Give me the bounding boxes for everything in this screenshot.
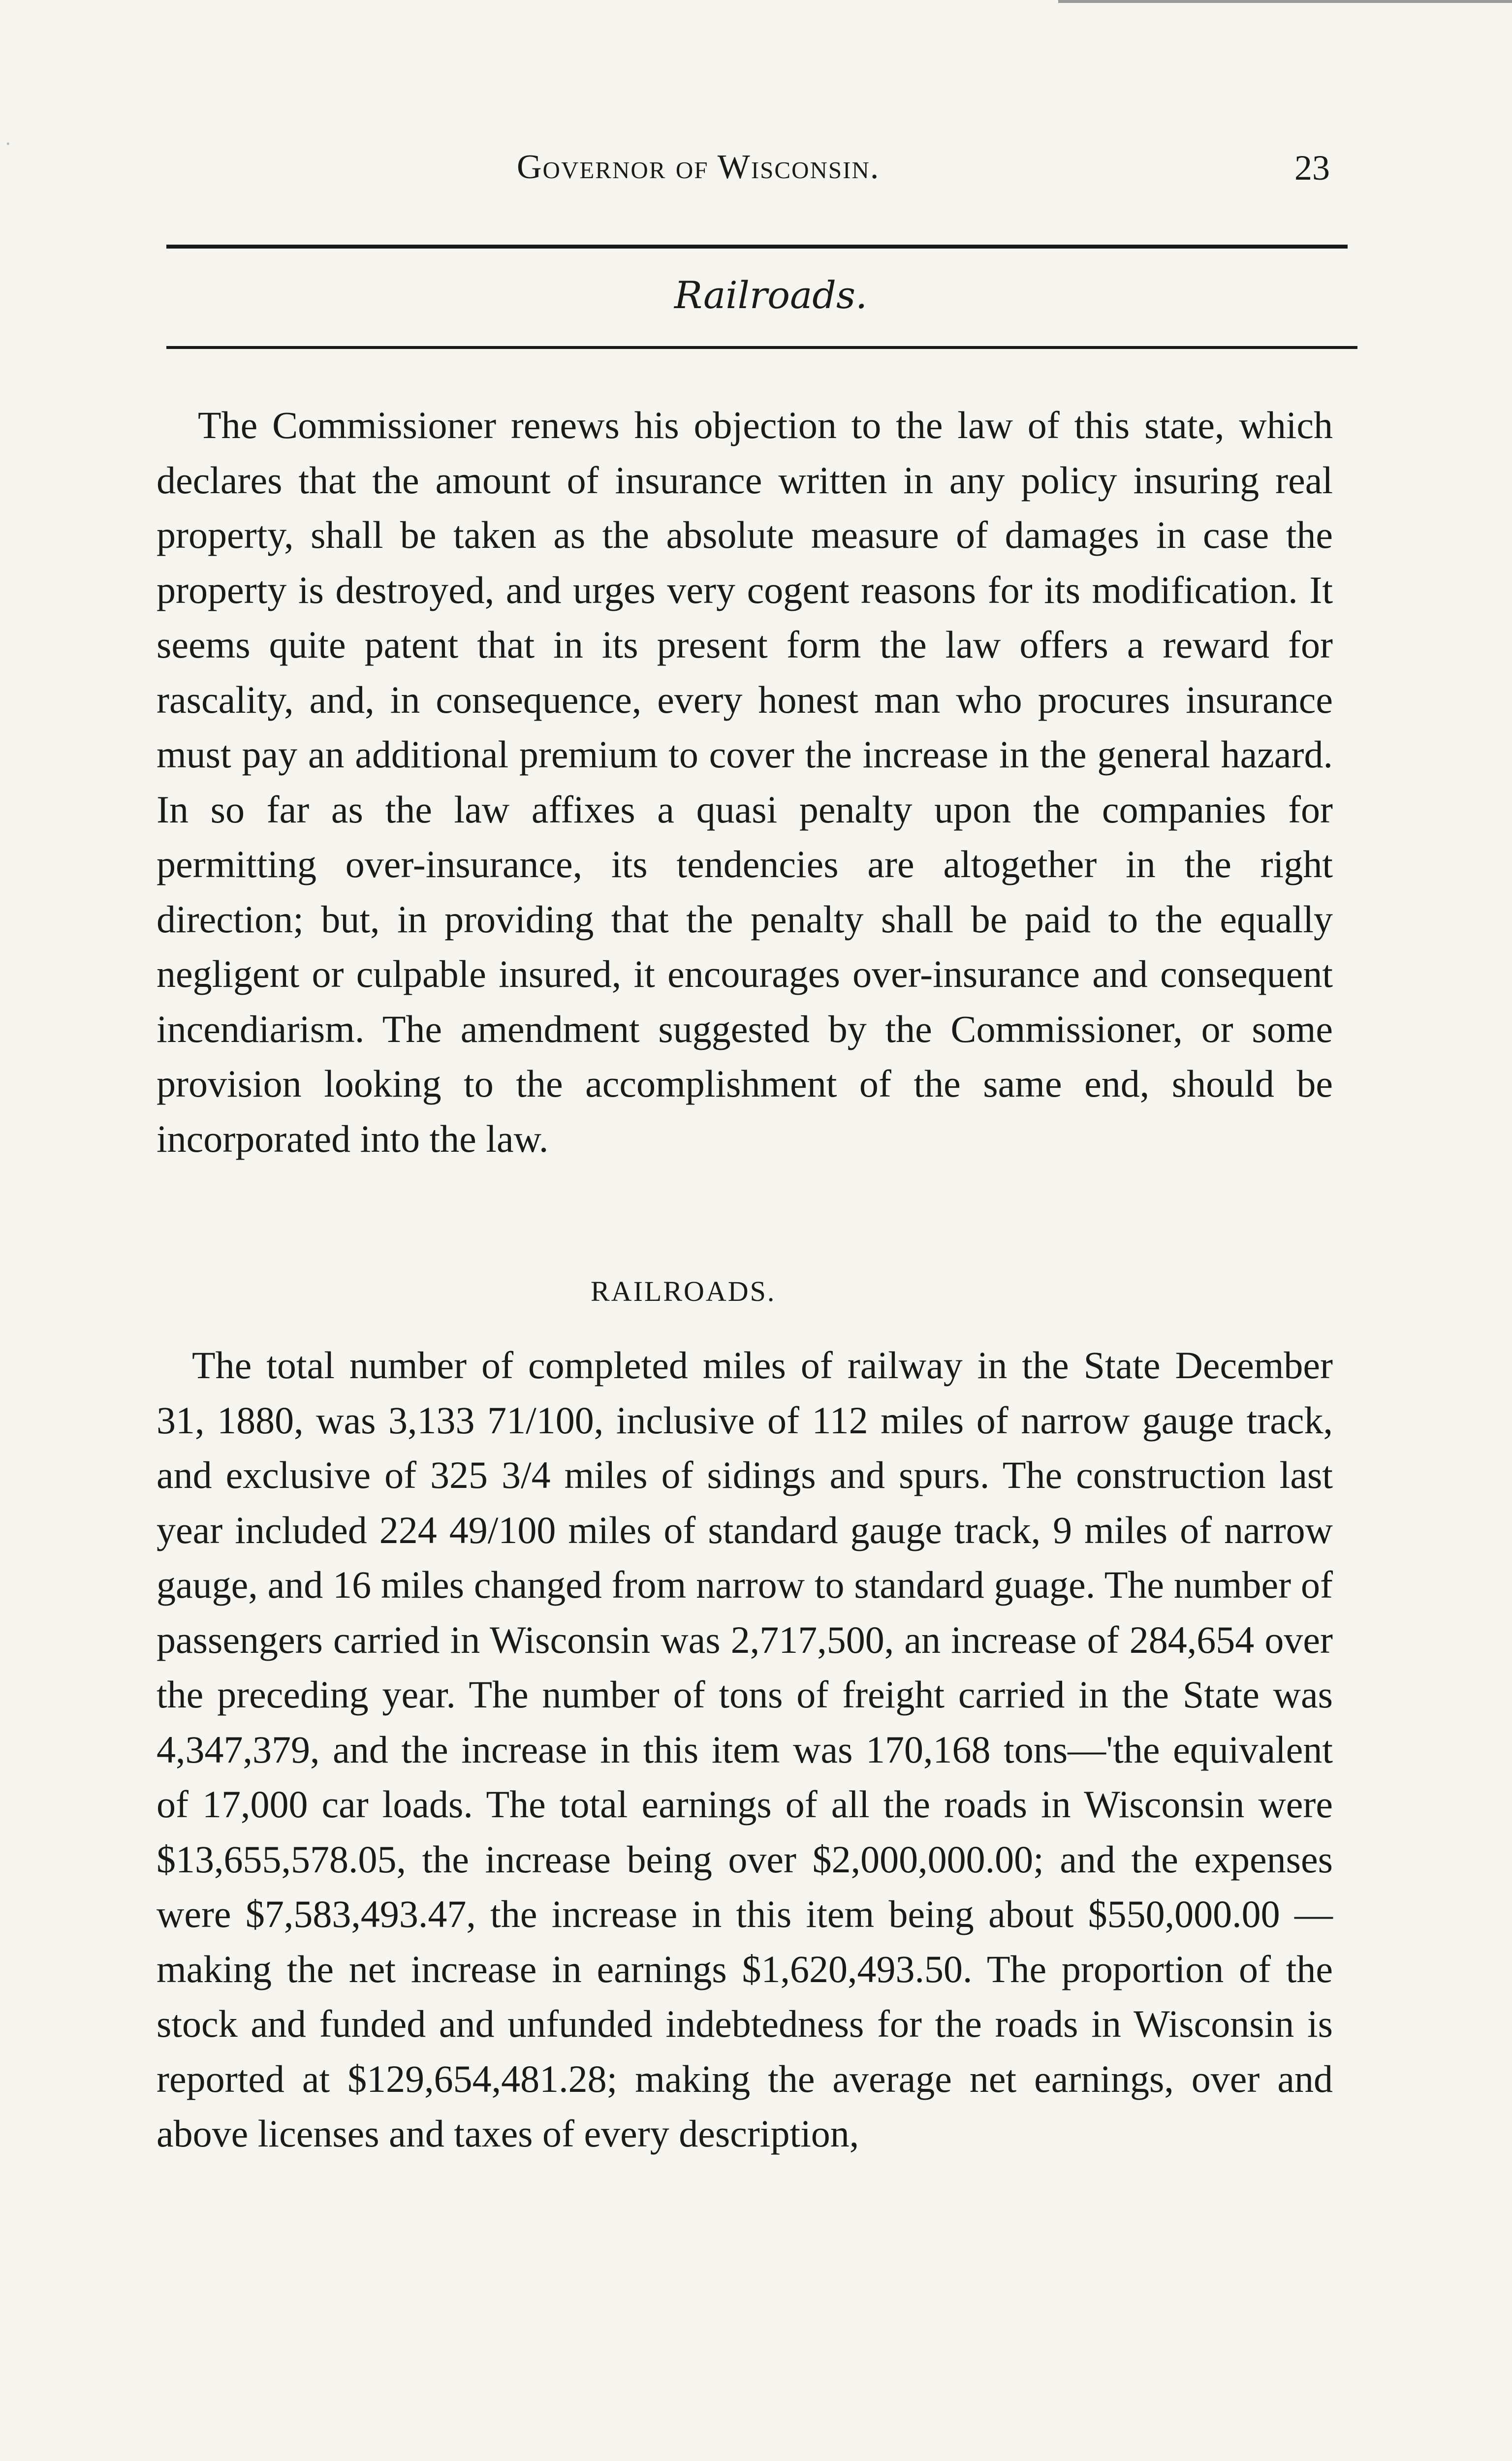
- subheading-railroads: RAILROADS.: [591, 1275, 776, 1307]
- paragraph-insurance: The Commissioner renews his objection to the law of this state, which declares that the amount of insurance written in any policy insuring real property, shall be taken as the absolute measure of damages in case the property is destroyed, and urges very cogent reasons for its modification. It seems quite patent that in its present form the law offers a reward for rascality, and, in consequence, every honest man who procures insurance must pay an additional premium to cover the increase in the general hazard. In so far as the law affixes a quasi penalty upon the companies for permitting over-insurance, its tendencies are altogether in the right direction; but, in providing that the penalty shall be paid to the equally negligent or culpable insured, it encourages over-insurance and consequent incendiarism. The amendment suggested by the Commissioner, or some provision looking to the accomplishment of the same end, should be incorporated into the law.: [157, 404, 1333, 1160]
- scan-edge-line: [1058, 0, 1512, 3]
- header-rule-bottom: [166, 346, 1357, 349]
- margin-mark: ·: [5, 133, 11, 156]
- running-head: Governor of Wisconsin.: [517, 148, 880, 186]
- page-number: 23: [1294, 148, 1330, 188]
- header-rule-top: [166, 245, 1348, 249]
- section-title: Railroads.: [674, 273, 868, 317]
- paragraph-railroads: The total number of completed miles of railway in the State December 31, 1880, was 3,133 71/100, inclusive of 112 miles of narrow gauge track, and exclusive of 325 3/4 miles of sidings and spurs. The construction last year included 224 49/100 miles of standard gauge track, 9 miles of narrow gauge, and 16 miles changed from narrow to standard guage. The number of passengers carried in Wisconsin was 2,717,500, an increase of 284,654 over the preceding year. The number of tons of freight carried in the State was 4,347,379, and the increase in this item was 170,168 tons—'the equivalent of 17,000 car loads. The total earnings of all the roads in Wisconsin were $13,655,578.05, the increase being over $2,000,000.00; and the expenses were $7,583,493.47, the increase in this item being about $550,000.00 — making the net increase in earnings $1,620,493.50. The proportion of the stock and funded and unfunded indebtedness for the roads in Wisconsin is reported at $129,654,481.28; making the average net earnings, over and above licenses and taxes of every description,: [157, 1344, 1333, 2155]
